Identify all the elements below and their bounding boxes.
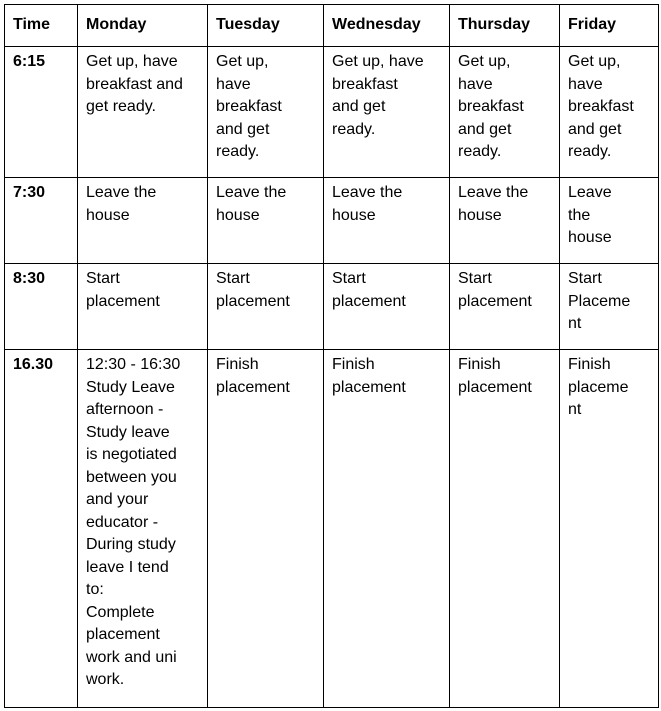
time-cell: 8:30 <box>5 264 78 350</box>
wednesday-cell: Finish placement <box>324 350 450 708</box>
table-row <box>5 178 659 264</box>
monday-cell: 12:30 - 16:30 Study Leave afternoon - Study leave is negotiated between you and your educator - During study leave I tend to: Complete placement work and uni work. <box>78 350 208 708</box>
header-row <box>5 5 659 47</box>
weekly-schedule-table <box>4 4 659 708</box>
wednesday-cell: Leave the house <box>324 178 450 264</box>
tuesday-cell: Start placement <box>208 264 324 350</box>
header-time: Time <box>5 5 78 47</box>
table-row <box>5 350 659 708</box>
header-monday: Monday <box>78 5 208 47</box>
header-friday: Friday <box>560 5 659 47</box>
table-row <box>5 47 659 178</box>
tuesday-cell: Finish placement <box>208 350 324 708</box>
time-cell: 16.30 <box>5 350 78 708</box>
monday-cell: Leave the house <box>78 178 208 264</box>
time-cell: 6:15 <box>5 47 78 178</box>
friday-cell: Leave the house <box>560 178 659 264</box>
tuesday-cell: Get up, have breakfast and get ready. <box>208 47 324 178</box>
header-wednesday: Wednesday <box>324 5 450 47</box>
friday-cell: Start Placeme nt <box>560 264 659 350</box>
header-tuesday: Tuesday <box>208 5 324 47</box>
thursday-cell: Leave the house <box>450 178 560 264</box>
monday-cell: Start placement <box>78 264 208 350</box>
thursday-cell: Start placement <box>450 264 560 350</box>
monday-cell: Get up, have breakfast and get ready. <box>78 47 208 178</box>
friday-cell: Get up, have breakfast and get ready. <box>560 47 659 178</box>
tuesday-cell: Leave the house <box>208 178 324 264</box>
thursday-cell: Finish placement <box>450 350 560 708</box>
wednesday-cell: Get up, have breakfast and get ready. <box>324 47 450 178</box>
table-row <box>5 264 659 350</box>
wednesday-cell: Start placement <box>324 264 450 350</box>
header-thursday: Thursday <box>450 5 560 47</box>
friday-cell: Finish placeme nt <box>560 350 659 708</box>
time-cell: 7:30 <box>5 178 78 264</box>
thursday-cell: Get up, have breakfast and get ready. <box>450 47 560 178</box>
